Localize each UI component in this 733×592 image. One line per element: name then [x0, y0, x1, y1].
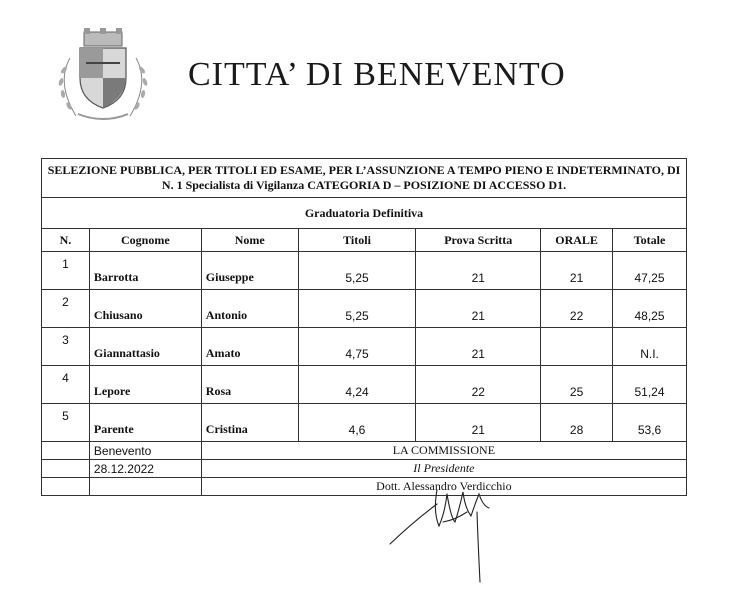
footer-signatory: Dott. Alessandro Verdicchio: [201, 478, 686, 496]
row-nome: Cristina: [201, 404, 298, 442]
row-totale: N.I.: [613, 328, 687, 366]
row-cognome: Lepore: [89, 366, 201, 404]
table-row: [42, 366, 687, 404]
column-header-row: [42, 229, 687, 252]
footer-row-place: [42, 442, 687, 460]
coat-of-arms-icon: [48, 28, 158, 128]
row-orale: 25: [541, 366, 613, 404]
column-header-titoli: Titoli: [298, 229, 416, 252]
row-cognome: Chiusano: [89, 290, 201, 328]
row-totale: 47,25: [613, 252, 687, 290]
row-number: 4: [42, 366, 90, 404]
row-number: 1: [42, 252, 90, 290]
graduatoria-subheading: Graduatoria Definitiva: [42, 198, 687, 229]
column-header-orale: ORALE: [541, 229, 613, 252]
footer-row-signatory: [42, 478, 687, 496]
row-titoli: 5,25: [298, 252, 416, 290]
footer-place: Benevento: [89, 442, 201, 460]
footer-empty-cell: [42, 478, 90, 496]
table-row: [42, 328, 687, 366]
city-title: CITTA’ DI BENEVENTO: [188, 56, 566, 93]
row-titoli: 4,75: [298, 328, 416, 366]
selection-heading: SELEZIONE PUBBLICA, PER TITOLI ED ESAME, PER L’ASSUNZIONE A TEMPO PIENO E INDETERMINATO, DI N. 1 Specialista di Vigilanza CATEGORIA D – POSIZIONE DI ACCESSO D1.: [42, 159, 687, 198]
handwritten-signature: [385, 482, 505, 587]
footer-date: 28.12.2022: [89, 460, 201, 478]
row-totale: 48,25: [613, 290, 687, 328]
row-cognome: Parente: [89, 404, 201, 442]
row-nome: Giuseppe: [201, 252, 298, 290]
row-number: 2: [42, 290, 90, 328]
row-totale: 51,24: [613, 366, 687, 404]
row-titoli: 4,6: [298, 404, 416, 442]
column-header-cognome: Cognome: [89, 229, 201, 252]
graduatoria-table: [41, 158, 687, 496]
column-header-prova-scritta: Prova Scritta: [416, 229, 541, 252]
subheading-row: [42, 198, 687, 229]
row-number: 3: [42, 328, 90, 366]
row-prova-scritta: 22: [416, 366, 541, 404]
footer-commission: LA COMMISSIONE: [201, 442, 686, 460]
column-header-totale: Totale: [613, 229, 687, 252]
footer-role: Il Presidente: [201, 460, 686, 478]
row-orale: [541, 328, 613, 366]
table-row: [42, 404, 687, 442]
table-row: [42, 290, 687, 328]
row-prova-scritta: 21: [416, 252, 541, 290]
footer-row-date: [42, 460, 687, 478]
row-cognome: Barrotta: [89, 252, 201, 290]
row-orale: 28: [541, 404, 613, 442]
footer-empty-cell: [42, 442, 90, 460]
table-row: [42, 252, 687, 290]
column-header-nome: Nome: [201, 229, 298, 252]
selection-heading-row: [42, 159, 687, 198]
row-number: 5: [42, 404, 90, 442]
row-orale: 21: [541, 252, 613, 290]
row-nome: Antonio: [201, 290, 298, 328]
row-cognome: Giannattasio: [89, 328, 201, 366]
row-prova-scritta: 21: [416, 328, 541, 366]
row-totale: 53,6: [613, 404, 687, 442]
column-header-n: N.: [42, 229, 90, 252]
row-prova-scritta: 21: [416, 290, 541, 328]
row-titoli: 5,25: [298, 290, 416, 328]
footer-empty-cell: [89, 478, 201, 496]
row-orale: 22: [541, 290, 613, 328]
footer-empty-cell: [42, 460, 90, 478]
row-titoli: 4,24: [298, 366, 416, 404]
row-nome: Rosa: [201, 366, 298, 404]
row-prova-scritta: 21: [416, 404, 541, 442]
row-nome: Amato: [201, 328, 298, 366]
